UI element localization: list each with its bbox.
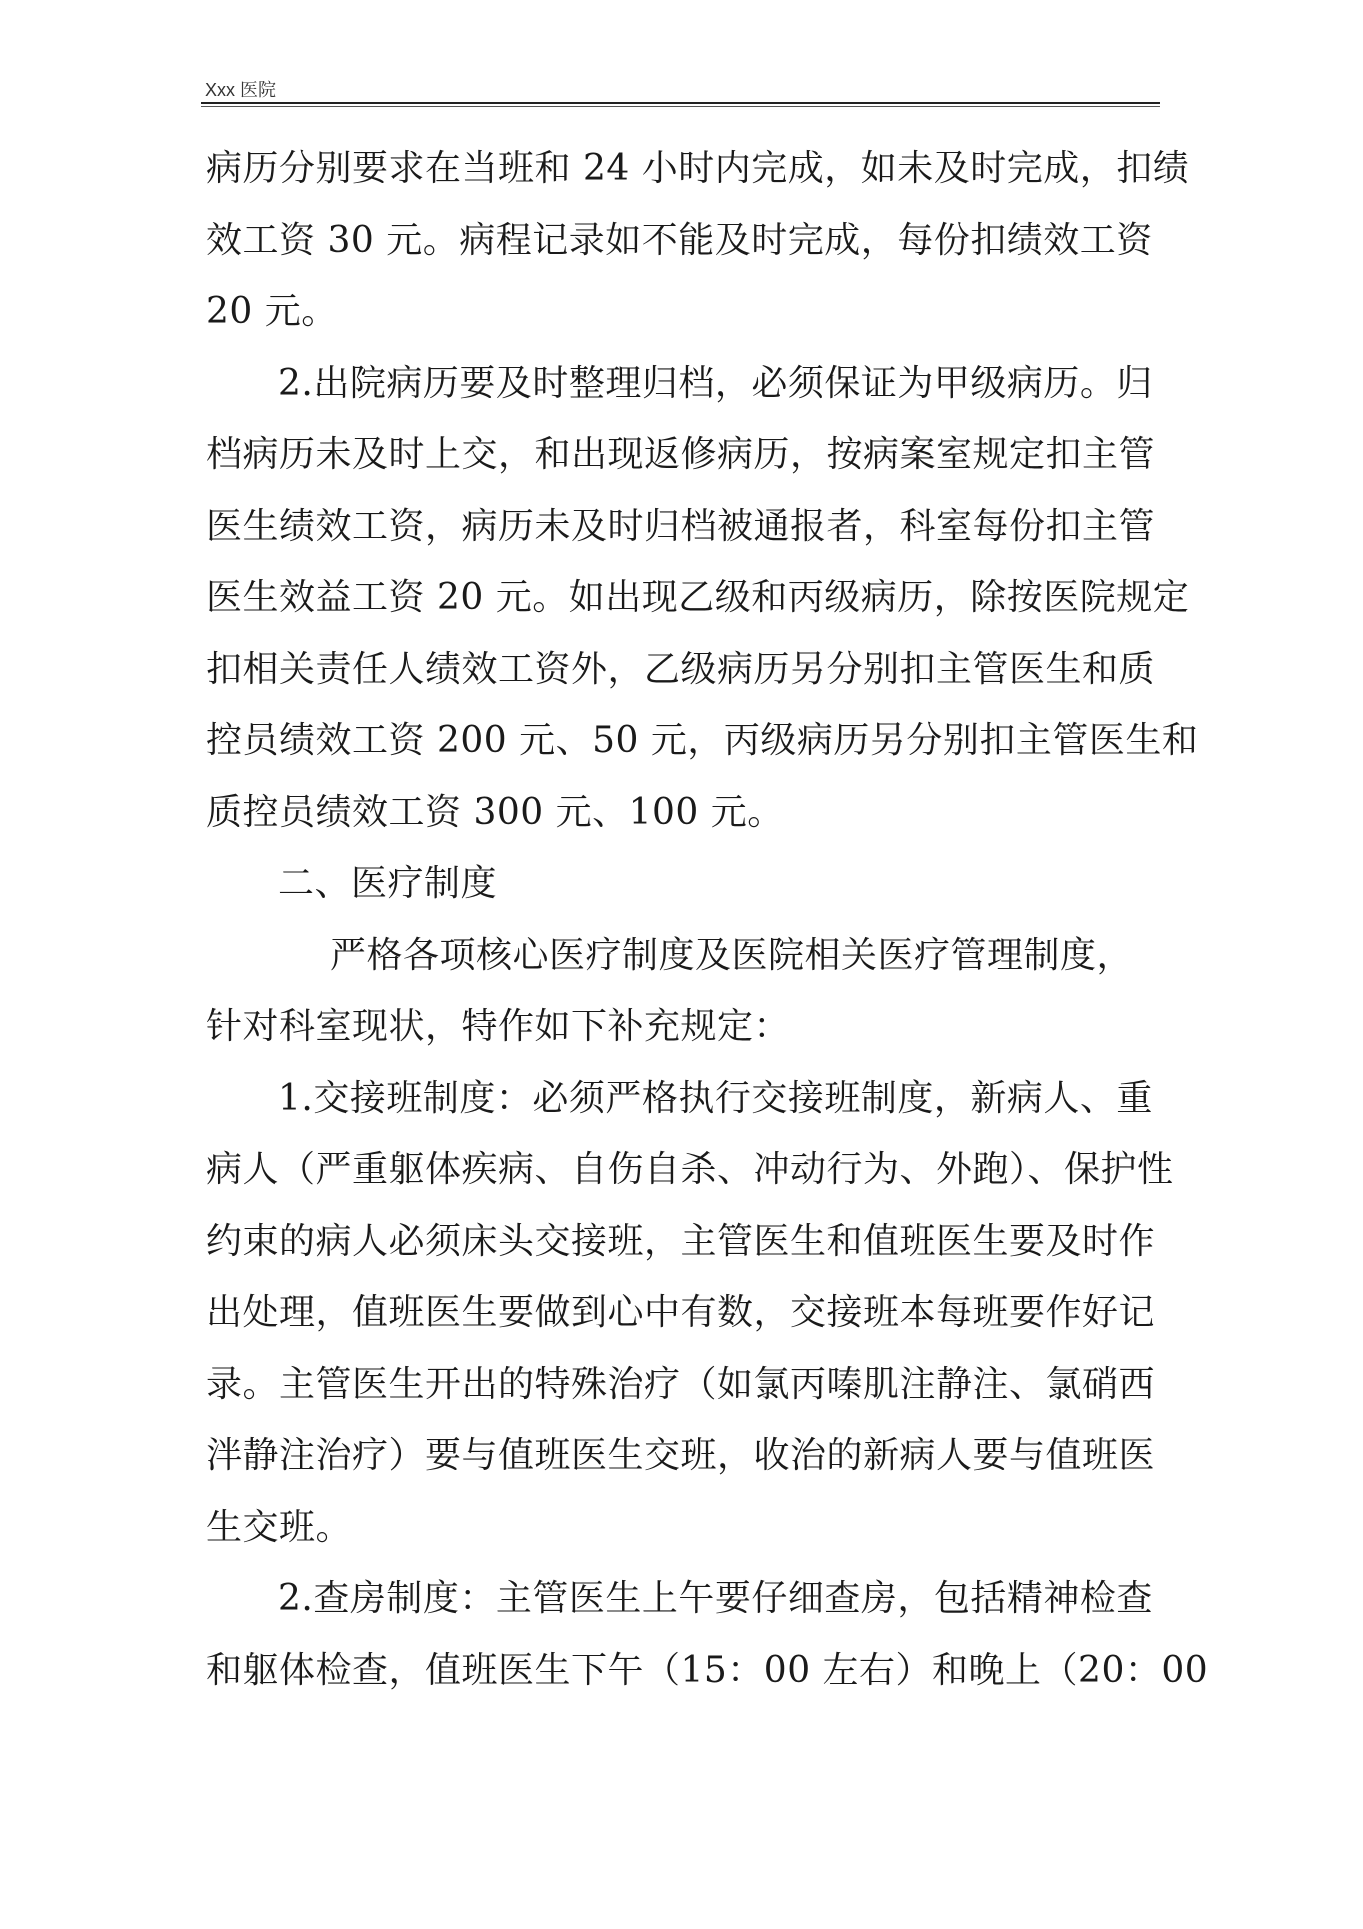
text-line: 效工资 30 元。病程记录如不能及时完成，每份扣绩效工资 — [206, 219, 1153, 261]
text-line: 严格各项核心医疗制度及医院相关医疗管理制度， — [330, 934, 1134, 976]
text-line: 病人（严重躯体疾病、自伤自杀、冲动行为、外跑）、保护性 — [206, 1149, 1174, 1190]
header-title: Xxx 医院 — [205, 80, 277, 100]
text-line: 生交班。 — [206, 1506, 353, 1548]
text-line: 2.查房制度：主管医生上午要仔细查房，包括精神检查 — [278, 1578, 1153, 1619]
header-rule-secondary — [201, 106, 1160, 107]
text-line: 医生效益工资 20 元。如出现乙级和丙级病历，除按医院规定 — [206, 577, 1190, 618]
text-line: 扣相关责任人绩效工资外，乙级病历另分别扣主管医生和质 — [206, 648, 1156, 690]
text-line: 出处理，值班医生要做到心中有数，交接班本每班要作好记 — [206, 1292, 1156, 1333]
document-body — [206, 133, 1209, 1706]
text-line: 针对科室现状，特作如下补充规定： — [206, 1006, 791, 1047]
text-line: 控员绩效工资 200 元、50 元，丙级病历另分别扣主管医生和 — [206, 720, 1199, 761]
text-line: 质控员绩效工资 300 元、100 元。 — [206, 791, 784, 833]
text-line: 和躯体检查，值班医生下午（15：00 左右）和晚上（20：00 — [206, 1649, 1209, 1691]
text-line: 2.出院病历要及时整理归档，必须保证为甲级病历。归 — [278, 362, 1153, 404]
section-heading: 二、医疗制度 — [278, 863, 498, 904]
text-line: 录。主管医生开出的特殊治疗（如氯丙嗪肌注静注、氯硝西 — [206, 1363, 1156, 1405]
text-line: 档病历未及时上交，和出现返修病历，按病案室规定扣主管 — [206, 434, 1156, 475]
text-line: 泮静注治疗）要与值班医生交班，收治的新病人要与值班医 — [206, 1435, 1156, 1476]
text-line: 1.交接班制度：必须严格执行交接班制度，新病人、重 — [278, 1077, 1153, 1119]
text-line: 约束的病人必须床头交接班，主管医生和值班医生要及时作 — [206, 1220, 1156, 1262]
page-header — [201, 78, 1160, 104]
text-line: 20 元。 — [206, 291, 338, 332]
text-line: 医生绩效工资，病历未及时归档被通报者，科室每份扣主管 — [206, 505, 1156, 547]
header-rule — [201, 102, 1160, 104]
text-line: 病历分别要求在当班和 24 小时内完成，如未及时完成，扣绩 — [206, 148, 1190, 189]
